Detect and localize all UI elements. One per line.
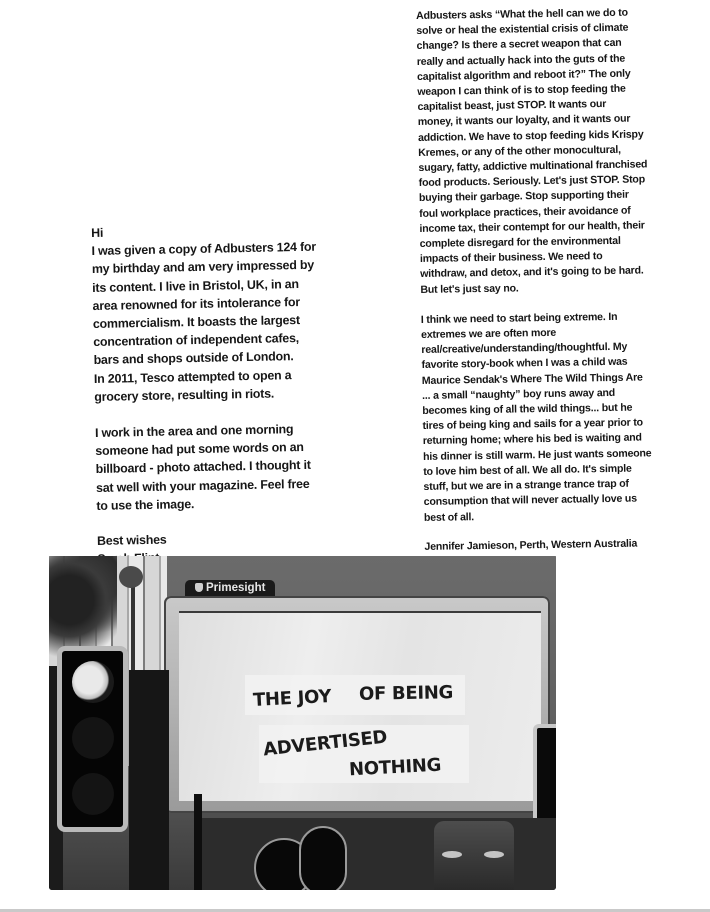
billboard-brand-plate — [185, 580, 275, 597]
traffic-light — [57, 646, 128, 832]
letter-closing: Best wishes — [96, 532, 167, 548]
letter-signature: Jennifer Jamieson, Perth, Western Australia — [424, 537, 638, 553]
billboard-brand: Primesight — [206, 582, 266, 594]
traffic-lamp-red — [72, 661, 114, 703]
letter-paragraph: I was given a copy of Adbusters 124 for my birthday and am very impressed by its content. I live in Bristol, UK, in an area renowned for its intolerance for commercialism. It boasts the largest concentration of independent cafes, bars and shops outside of London. In 2011, Tesco attempted to open a grocery store, resulting in riots. — [91, 239, 317, 404]
letter-paragraph: Adbusters asks “What the hell can we do to solve or heal the existential crisis of climate change? Is there a secret weapon that can really and actually hack into the guts of the capitalist algorithm and reboot it?” The only weapon I can think of is to stop feeding the capitalist beast, just STOP. It wants our money, it wants our loyalty, and it wants our addiction. We have to stop feeding kids Krispy Kremes, or any of the other monocultural, sugary, fatty, addictive multinational franchised food products. Seriously. Let's just STOP. Stop buying their garbage. Stop supporting their foul workplace practices, their avoidance of income tax, their contempt for our health, their complete disregard for the environmental impacts of their business. We need to withdraw, and detox, and it's going to be hard. But let's just say no. — [416, 6, 648, 296]
letter-flint — [91, 219, 373, 569]
graffiti-mask — [434, 821, 514, 890]
billboard-word: ADVERTISED — [262, 726, 389, 761]
signal-post — [194, 794, 202, 890]
photo-lamp-pole — [131, 586, 135, 676]
billboard-face — [179, 611, 541, 801]
primesight-logo-icon — [195, 583, 203, 592]
mask-eye — [484, 851, 504, 858]
billboard-word: THE JOY — [252, 685, 332, 712]
billboard-photo — [49, 556, 556, 890]
graffiti-shape — [299, 826, 347, 890]
billboard-word: NOTHING — [348, 754, 442, 781]
traffic-lamp-amber — [72, 717, 114, 759]
letter-paragraph: I work in the area and one morning someone had put some words on an billboard - photo attached. I thought it sat well with your magazine. Feel free to use the image. — [94, 422, 311, 513]
letter-paragraph: I think we need to start being extreme. In extremes we are often more real/creative/understanding/thoughtful. My favorite story-book when I was a child was Maurice Sendak's Where The Wild Things Are ... a small “naughty” boy runs away and becomes king of all the wild things... but he tires of being king and sails for a year prior to returning home; where his bed is waiting and his dinner is still warm. He just wants someone to love him best of all. We all do. It's simple stuff, but we are in a strange trance trap of consumption that will never actually love us best of all. — [420, 310, 652, 524]
satellite-dish — [119, 566, 143, 588]
mask-eye — [442, 851, 462, 858]
letter-greeting: Hi — [91, 225, 104, 240]
billboard-word: OF BEING — [358, 682, 454, 705]
traffic-lamp-green — [72, 773, 114, 815]
traffic-light-post — [129, 670, 169, 890]
letter-jamieson — [416, 4, 710, 554]
